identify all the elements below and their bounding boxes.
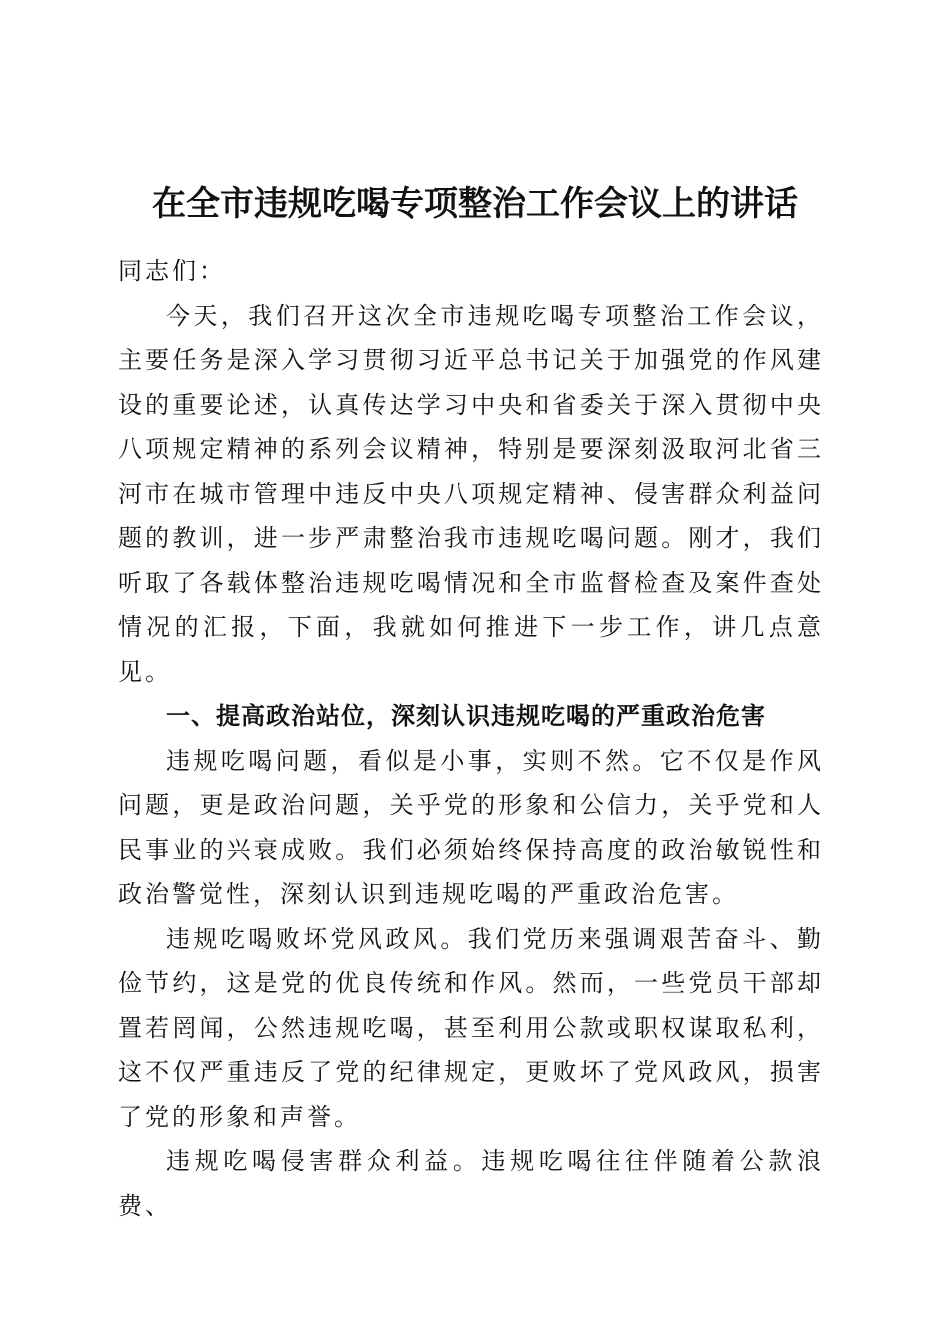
section-heading-1: 一、提高政治站位，深刻认识违规吃喝的严重政治危害 xyxy=(166,702,766,730)
document-title: 在全市违规吃喝专项整治工作会议上的讲话 xyxy=(152,184,798,224)
document-body xyxy=(118,249,824,1228)
paragraph-intro: 今天，我们召开这次全市违规吃喝专项整治工作会议，主要任务是深入学习贯彻习近平总书记关于加强党的作风建设的重要论述，认真传达学习中央和省委关于深入贯彻中央八项规定精神的系列会议精神，特别是要深刻汲取河北省三河市在城市管理中违反中央八项规定精神、侵害群众利益问题的教训，进一步严肃整治我市违规吃喝问题。刚才，我们听取了各载体整治违规吃喝情况和全市监督检查及案件查处情况的汇报，下面，我就如何推进下一步工作，讲几点意见。 xyxy=(118,301,824,686)
paragraph-2: 违规吃喝问题，看似是小事，实则不然。它不仅是作风问题，更是政治问题，关乎党的形象和公信力，关乎党和人民事业的兴衰成败。我们必须始终保持高度的政治敏锐性和政治警觉性，深刻认识到违规吃喝的严重政治危害。 xyxy=(118,746,824,908)
paragraph-3: 违规吃喝败坏党风政风。我们党历来强调艰苦奋斗、勤俭节约，这是党的优良传统和作风。然而，一些党员干部却置若罔闻，公然违规吃喝，甚至利用公款或职权谋取私利，这不仅严重违反了党的纪律规定，更败坏了党风政风，损害了党的形象和声誉。 xyxy=(118,924,824,1131)
paragraph-4: 违规吃喝侵害群众利益。违规吃喝往往伴随着公款浪费、 xyxy=(118,1147,824,1220)
greeting: 同志们： xyxy=(118,257,226,285)
